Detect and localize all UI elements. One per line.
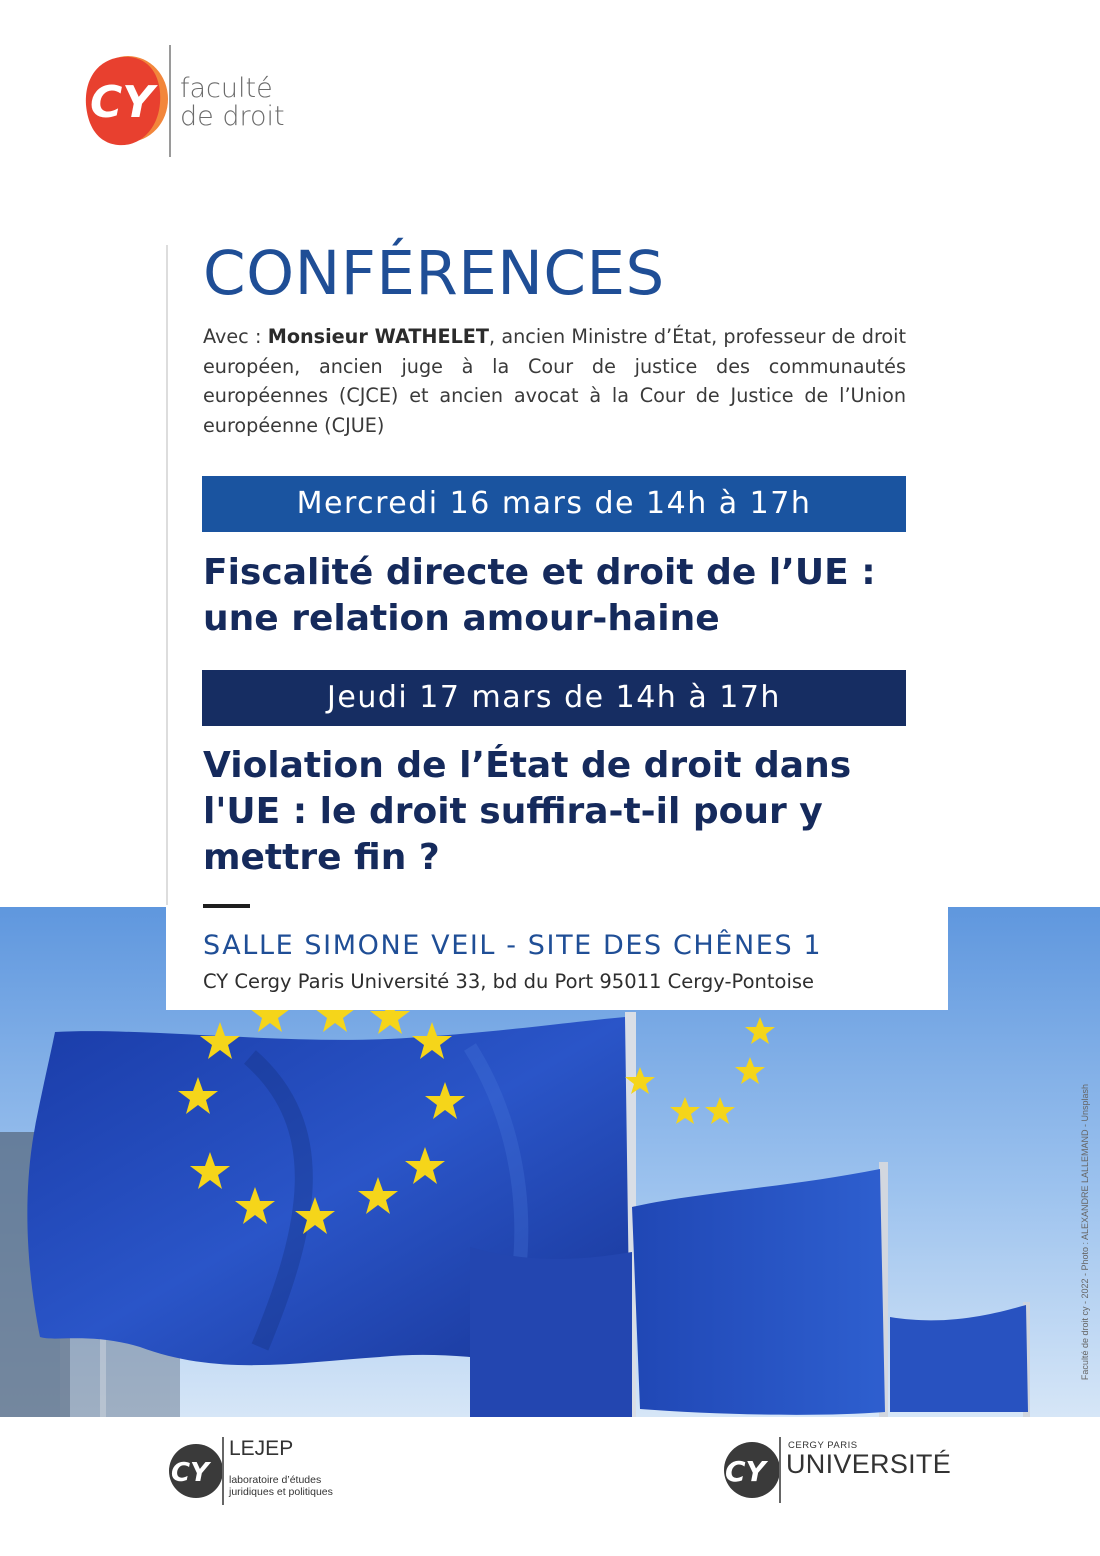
session-2-title: Violation de l’État de droit dans l'UE : le droit suffira-t-il pour y mettre fin ? xyxy=(203,745,852,878)
cy-logo-mark xyxy=(80,45,170,157)
cy-university-logo xyxy=(720,1437,960,1517)
lejep-divider xyxy=(222,1437,224,1505)
svg-text:CY: CY xyxy=(90,77,155,128)
faculty-logo xyxy=(80,45,320,160)
page-title: CONFÉRENCES xyxy=(203,238,665,309)
panel-accent-line xyxy=(166,245,168,905)
session-1-title: Fiscalité directe et droit de l’UE : une relation amour-haine xyxy=(203,552,876,639)
cyu-divider xyxy=(779,1437,781,1503)
faculty-name: faculté de droit xyxy=(180,73,285,132)
lejep-name: LEJEP xyxy=(229,1437,294,1460)
speaker-bio: , ancien Ministre d’État, professeur de droit européen, ancien juge à la Cour de justice des communautés européennes (CJCE) et ancien avocat à la Cour de Justice de l’Union européenne (CJUE) xyxy=(203,325,907,437)
cyu-subtitle: CERGY PARIS xyxy=(788,1440,858,1451)
session-1-date: Mercredi 16 mars de 14h à 17h xyxy=(202,476,906,532)
lejep-subtitle: laboratoire d’études juridiques et politiques xyxy=(229,1474,333,1498)
separator xyxy=(203,904,250,908)
venue-name: SALLE SIMONE VEIL - SITE DES CHÊNES 1 xyxy=(203,930,823,961)
logo-divider xyxy=(169,45,171,157)
lejep-logo xyxy=(166,1437,366,1517)
photo-credit: Faculté de droit cy - 2022 - Photo : ALEXANDRE LALLEMAND - Unsplash xyxy=(1080,1083,1090,1381)
cy-logo-mark xyxy=(166,1437,222,1505)
svg-text:CY: CY xyxy=(171,1458,209,1488)
venue-address: CY Cergy Paris Université 33, bd du Port 95011 Cergy-Pontoise xyxy=(203,970,815,993)
cyu-name: UNIVERSITÉ xyxy=(786,1449,952,1479)
cy-logo-mark xyxy=(720,1437,780,1503)
speaker-name: Monsieur WATHELET xyxy=(267,325,489,348)
session-2-date: Jeudi 17 mars de 14h à 17h xyxy=(202,670,906,726)
svg-text:CY: CY xyxy=(725,1455,766,1488)
intro-prefix: Avec : xyxy=(203,325,268,348)
speaker-intro xyxy=(203,322,906,440)
